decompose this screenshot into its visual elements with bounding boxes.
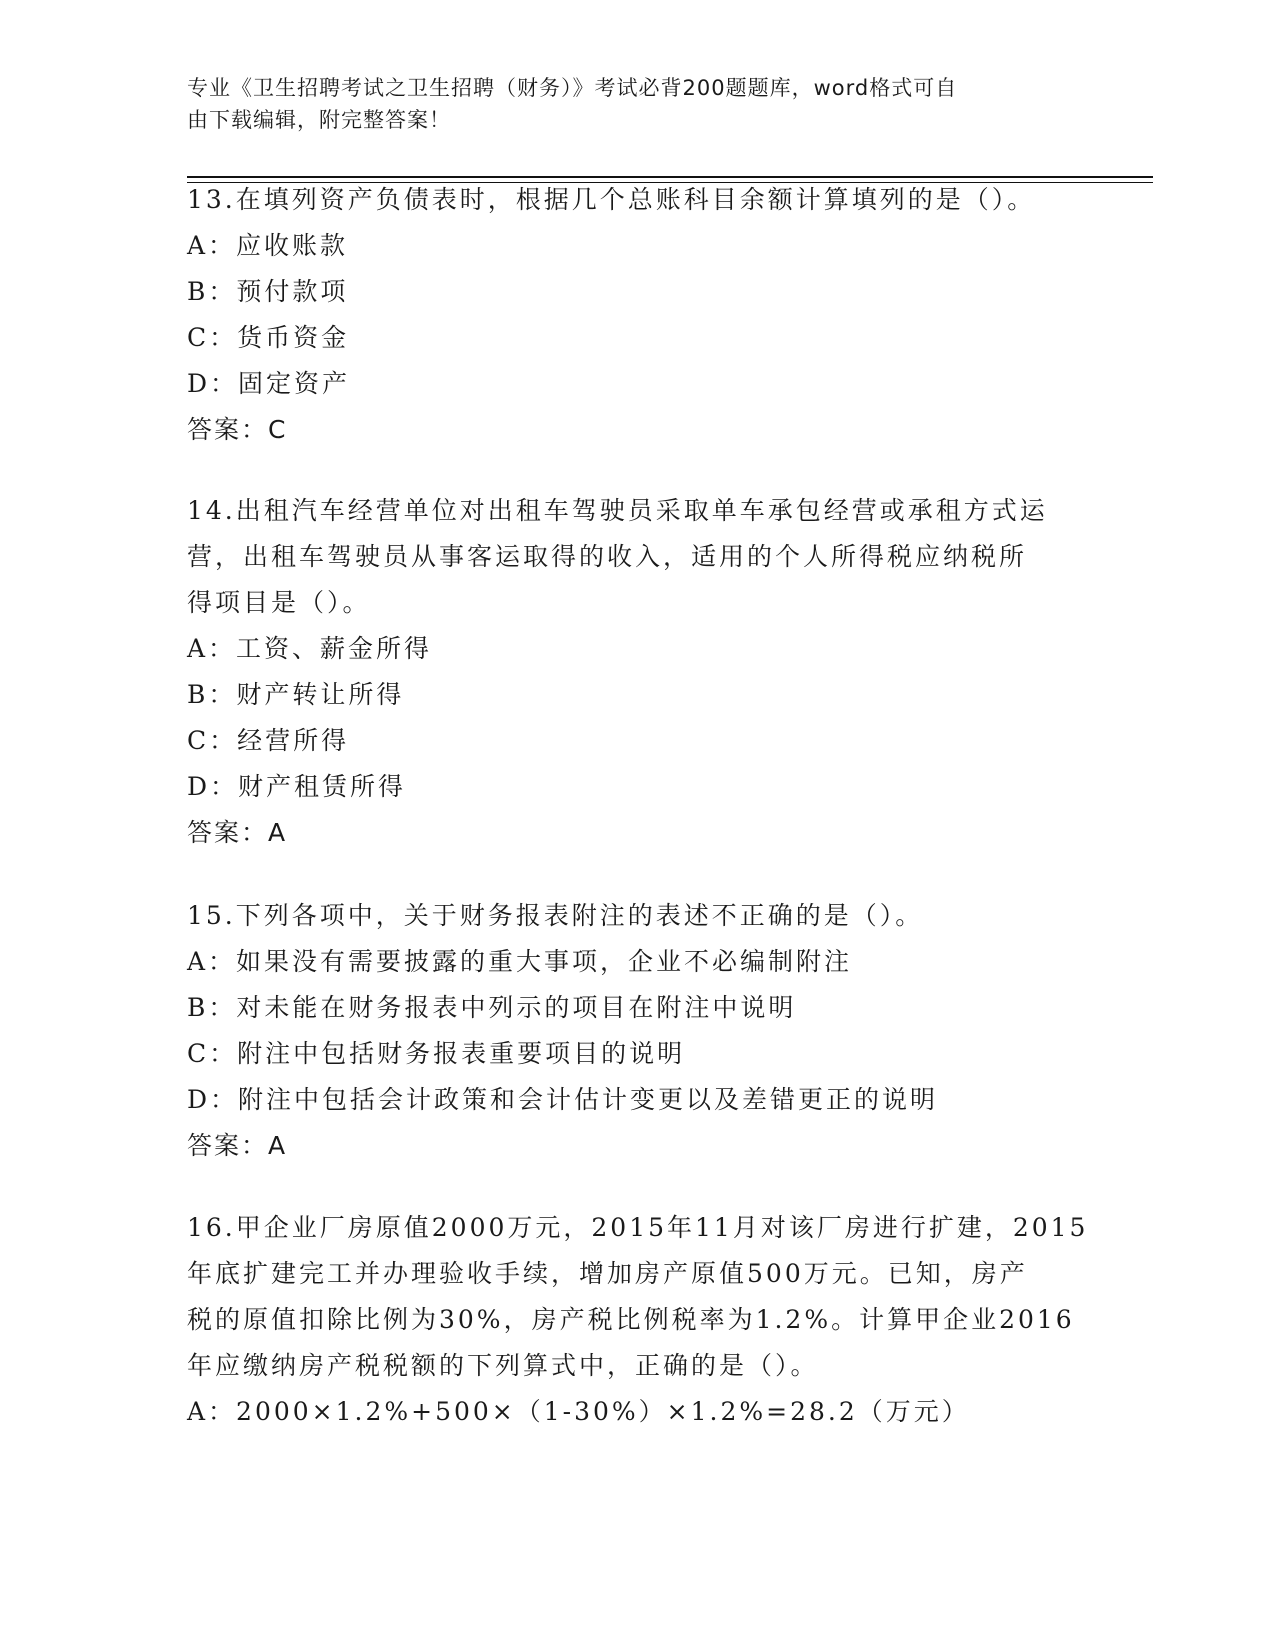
option-a: A：2000×1.2%+500×（1-30%）×1.2%=28.2（万元） [187, 1397, 970, 1426]
question-stem: 得项目是（）。 [187, 588, 371, 617]
option-d: D：财产租赁所得 [187, 772, 407, 801]
answer-line: 答案：C [187, 415, 288, 444]
question-stem: 营，出租车驾驶员从事客运取得的收入，适用的个人所得税应纳税所 [187, 542, 1028, 571]
option-d: D：固定资产 [187, 369, 351, 398]
option-d: D：附注中包括会计政策和会计估计变更以及差错更正的说明 [187, 1085, 939, 1114]
option-b: B：财产转让所得 [187, 680, 405, 709]
question-stem: 16.甲企业厂房原值2000万元，2015年11月对该厂房进行扩建，2015 [187, 1213, 1089, 1242]
question-stem: 年底扩建完工并办理验收手续，增加房产原值500万元。已知，房产 [187, 1259, 1028, 1288]
question-stem: 税的原值扣除比例为30%，房产税比例税率为1.2%。计算甲企业2016 [187, 1305, 1075, 1334]
question-stem: 年应缴纳房产税税额的下列算式中，正确的是（）。 [187, 1351, 819, 1380]
question-stem: 14.出租汽车经营单位对出租车驾驶员采取单车承包经营或承租方式运 [187, 496, 1048, 525]
header-title-line-1: 专业《卫生招聘考试之卫生招聘（财务）》考试必背200题题库，word格式可自 [187, 76, 958, 100]
question-15 [187, 893, 1087, 1169]
document-header [187, 72, 1067, 136]
question-stem: 13.在填列资产负债表时，根据几个总账科目余额计算填列的是（）。 [187, 185, 1036, 214]
question-stem: 15.下列各项中，关于财务报表附注的表述不正确的是（）。 [187, 901, 924, 930]
option-c: C：经营所得 [187, 726, 350, 755]
option-a: A：如果没有需要披露的重大事项，企业不必编制附注 [187, 947, 853, 976]
question-13 [187, 177, 1087, 453]
option-b: B：预付款项 [187, 277, 349, 306]
answer-line: 答案：A [187, 1131, 288, 1160]
question-14 [187, 488, 1087, 856]
header-title-line-2: 由下载编辑，附完整答案！ [187, 108, 451, 132]
option-a: A：工资、薪金所得 [187, 634, 433, 663]
question-16 [187, 1205, 1087, 1435]
option-c: C：货币资金 [187, 323, 350, 352]
option-b: B：对未能在财务报表中列示的项目在附注中说明 [187, 993, 797, 1022]
answer-line: 答案：A [187, 818, 288, 847]
option-a: A：应收账款 [187, 231, 349, 260]
option-c: C：附注中包括财务报表重要项目的说明 [187, 1039, 686, 1068]
